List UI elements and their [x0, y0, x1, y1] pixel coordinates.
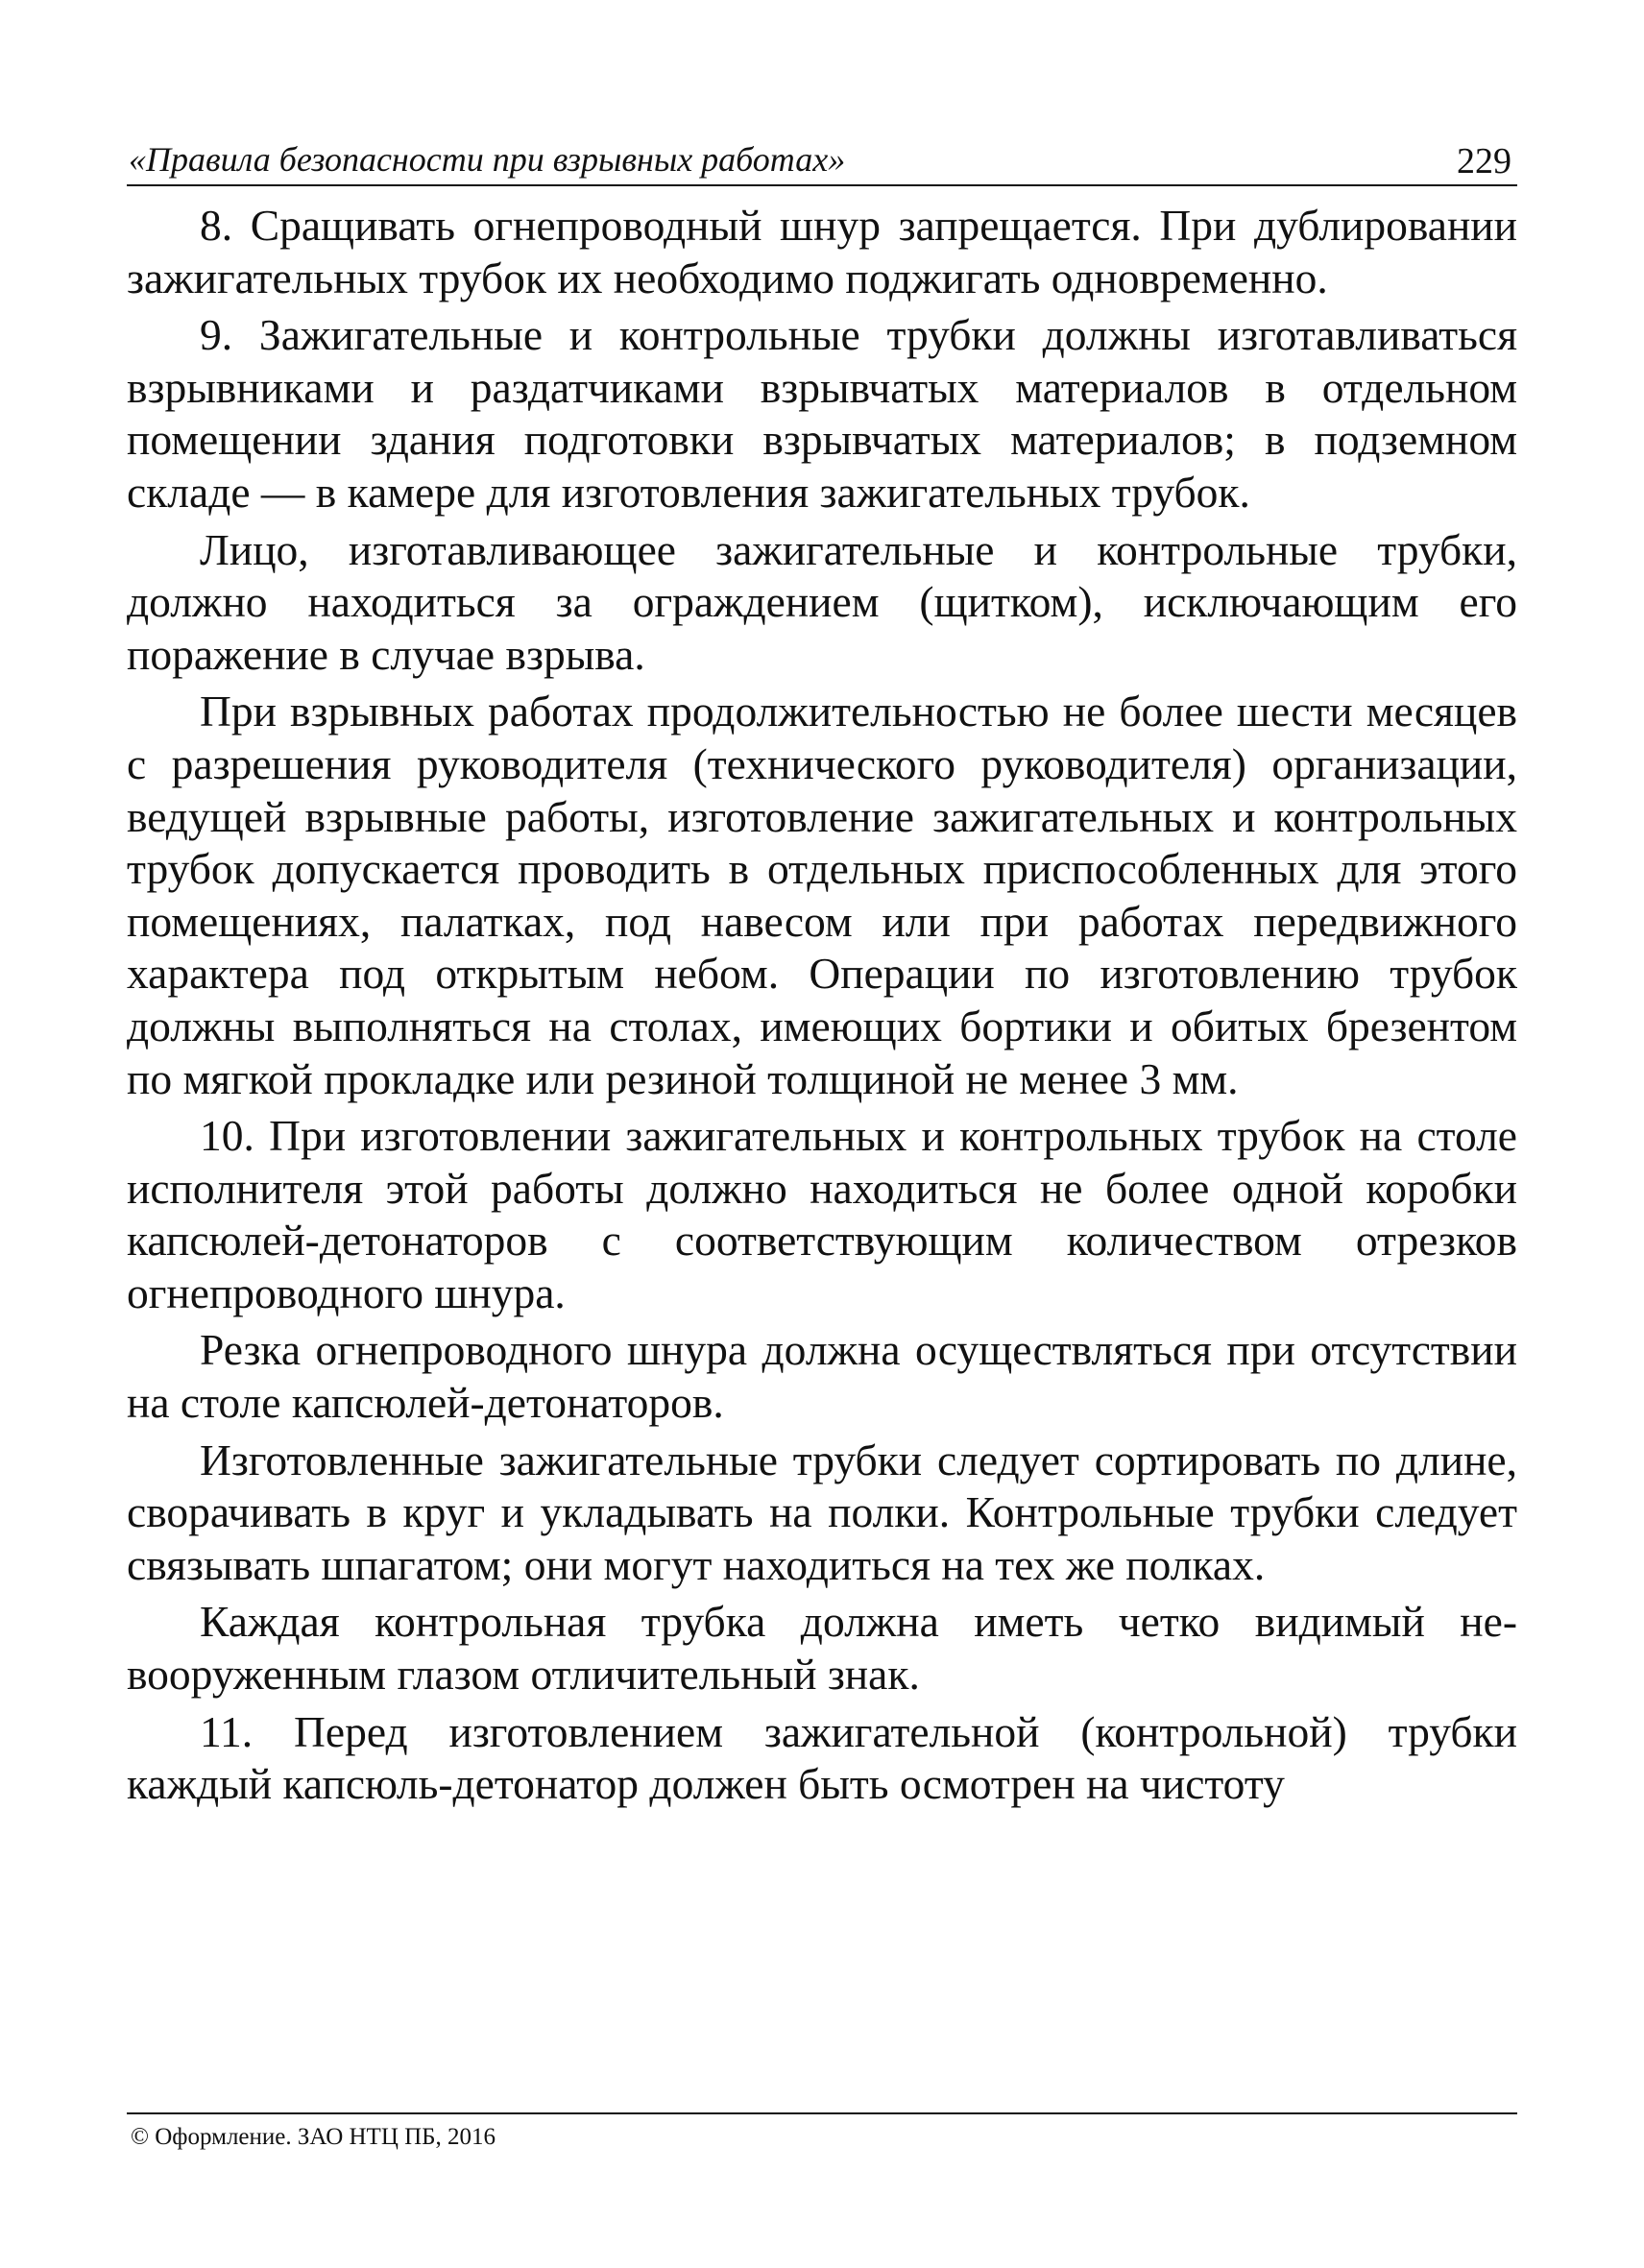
paragraph-9: 9. Зажигательные и контрольные трубки должны изготавливаться взрывниками и раздатчиками взрывчатых материалов в отдельном помещении здания подготовки взрывчатых материалов; в подземном складе — в камере для изготовления зажигательных трубок.	[127, 310, 1517, 517]
running-title: «Правила безопасности при взрывных работах»	[129, 140, 846, 179]
page-number: 229	[1457, 141, 1511, 181]
paragraph-sorting-tubes: Изготовленные зажигательные трубки следует сортировать по длине, сворачивать в круг и укладывать на полки. Контрольные трубки следует связывать шпагатом; они могут находиться на тех же полках.	[127, 1435, 1517, 1589]
paragraph-person-shield: Лицо, изготавливающее зажигательные и контрольные трубки, должно находиться за ограждением (щитком), исключающим его поражение в случае взрыва.	[127, 524, 1517, 679]
body-text	[127, 200, 1517, 1816]
paragraph-distinctive-mark: Каждая контрольная трубка должна иметь четко видимый невооруженным глазом отличительный знак.	[127, 1597, 1517, 1700]
paragraph-10: 10. При изготовлении зажигательных и контрольных трубок на столе исполнителя этой работы должно находиться не более одной коробки капсюлей-детонаторов с соответствующим количеством отрезков огнепроводного шнура.	[127, 1111, 1517, 1317]
paragraph-cutting-cord: Резка огнепроводного шнура должна осуществляться при отсутствии на столе капсюлей-детонаторов.	[127, 1325, 1517, 1428]
footer-divider	[127, 2112, 1517, 2114]
paragraph-11: 11. Перед изготовлением зажигательной (контрольной) трубки каждый капсюль-детонатор должен быть осмотрен на чистоту	[127, 1706, 1517, 1809]
running-header	[127, 127, 1517, 186]
copyright-note: © Оформление. ЗАО НТЦ ПБ, 2016	[131, 2124, 496, 2150]
document-page	[127, 0, 1517, 2268]
paragraph-short-term-works: При взрывных работах продолжительностью не более шести месяцев с разрешения руководителя (технического руководителя) организации, ведущей взрывные работы, изготовление зажигательных и контрольных трубок допускается проводить в отдельных приспособленных для этого помещениях, палатках, под навесом или при работах передвижного характера под открытым небом. Операции по изготовлению трубок должны выполняться на столах, имеющих бортики и обитых брезентом по мягкой прокладке или резиной толщиной не менее 3 мм.	[127, 687, 1517, 1103]
paragraph-8: 8. Сращивать огнепроводный шнур запрещается. При дублировании зажигательных трубок их необходимо поджигать одновременно.	[127, 201, 1517, 302]
